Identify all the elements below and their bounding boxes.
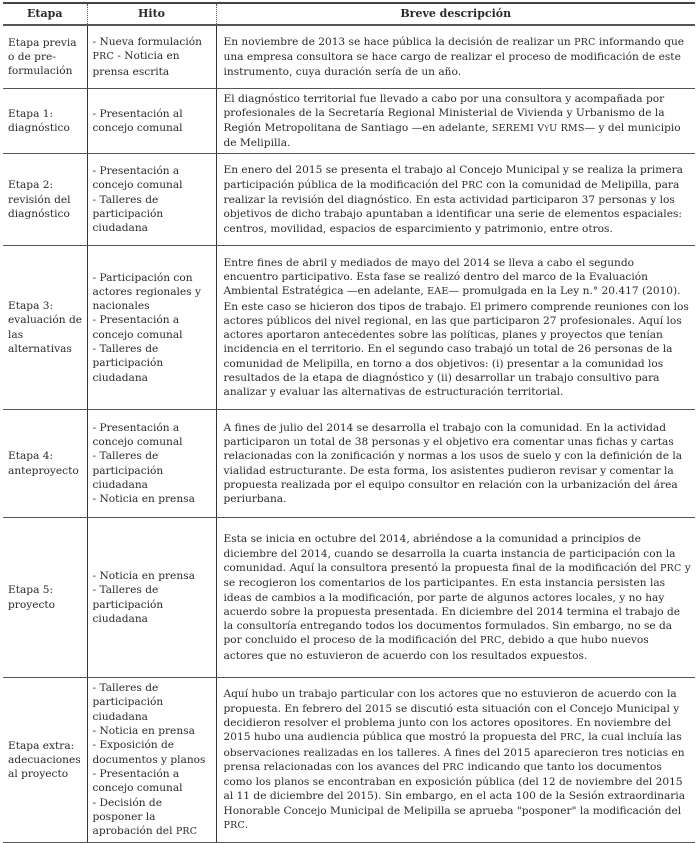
table-row [3, 410, 695, 518]
descripcion-cell: Entre fines de abril y mediados de mayo del 2014 se lleva a cabo el segundo encuentro participativo. Esta fase se realizó dentro del marco de la Evaluación Ambiental Estratégica —en adelante, EAE— promulgada en la Ley n.° 20.417 (2010). En este caso se hicieron dos tipos de trabajo. El primero comprende reuniones con los actores públicos del nivel regional, en las que participaron 27 profesionales. Aquí los actores aportaron antecedentes sobre las políticas, planes y proyectos que tenían incidencia en el territorio. En el segundo caso trabajó un total de 26 personas de la comunidad de Melipilla, en torno a dos objetivos: (i) presentar a la comunidad los resultados de la etapa de diagnóstico y (ii) desarrollar un trabajo consultivo para analizar y evaluar las alternativas de estructuración territorial. [216, 246, 695, 410]
acronym: PRC [660, 562, 682, 574]
descripcion-cell: En noviembre de 2013 se hace pública la decisión de realizar un PRC informando que una empresa consultora se hace cargo de realizar el proceso de modificación de este instrumento, cuya duración sería de un año. [216, 25, 695, 89]
descripcion-cell: El diagnóstico territorial fue llevado a cabo por una consultora y acompañada por profesionales de la Secretaría Regional Ministerial de Vivienda y Urbanismo de la Región Metropolitana de Santiago —en adelante, SEREMI VyU RMS— y del municipio de Melipilla. [216, 89, 695, 154]
acronym: EAE [427, 286, 449, 298]
hito-item: - Presentación a concejo comunal [92, 767, 183, 795]
hito-cell [87, 25, 216, 89]
hito-cell [87, 678, 216, 843]
acronym: PRC [92, 51, 114, 63]
hito-cell [87, 89, 216, 154]
hito-item: - Talleres de participación ciudadana [92, 342, 164, 384]
acronym: SEREMI VyU RMS [491, 122, 585, 134]
hito-cell [87, 518, 216, 678]
hito-item: - Talleres de participación ciudadana [92, 584, 164, 625]
acronym: PRC [461, 179, 483, 191]
hito-item: - Decisión de posponer la aprobación del PRC [92, 796, 198, 838]
hito-item: - Presentación a concejo comunal [92, 314, 183, 341]
hito-item: - Presentación al concejo comunal [92, 107, 183, 135]
header-hito: Hito [87, 3, 216, 25]
descripcion-cell: A fines de julio del 2014 se desarrolla el trabajo con la comunidad. En la actividad participaron un total de 38 personas y el objetivo era comentar unas fichas y cartas relacionadas con la zonificación y normas a los usos de suelo y con la definición de la vialidad estructurante. De esta forma, los asistentes pudieron revisar y comentar la propuesta realizada por el equipo consultor en relación con la urbanización del área periurbana. [216, 410, 695, 518]
hito-item: - Talleres de participación ciudadana [92, 450, 164, 491]
etapa-cell: Etapa 1: diagnóstico [3, 89, 87, 154]
table-row [3, 518, 695, 678]
hito-item: - Noticia en prensa [92, 493, 195, 506]
table-row [3, 246, 695, 410]
etapa-cell: Etapa 5: proyecto [3, 518, 87, 678]
etapa-cell: Etapa previa o de pre-formulación [3, 25, 87, 89]
etapa-cell: Etapa 3: evaluación de las alternativas [3, 246, 87, 410]
stages-table [3, 2, 695, 843]
table-header [3, 3, 695, 25]
descripcion-cell: En enero del 2015 se presenta el trabajo al Concejo Municipal y se realiza la primera participación pública de la modificación del PRC con la comunidad de Melipilla, para realizar la revisión del diagnóstico. En esta actividad participaron 37 personas y los objetivos de dicho trabajo apuntaban a identificar una serie de elementos espaciales: centros, movilidad, espacios de esparcimiento y patrimonio, entre otros. [216, 154, 695, 246]
hito-item: - Presentación a concejo comunal [92, 421, 183, 449]
table-row [3, 89, 695, 154]
hito-item: - Talleres de participación ciudadana [92, 682, 164, 723]
header-descripcion: Breve descripción [216, 3, 695, 25]
hito-cell [87, 246, 216, 410]
descripcion-cell: Esta se inicia en octubre del 2014, abriéndose a la comunidad a principios de diciembre del 2014, cuando se desarrolla la cuarta instancia de participación con la comunidad. Aquí la consultora presentó la propuesta final de la modificación del PRC y se recogieron los comentarios de los participantes. En esta instancia persisten las ideas de cambios a la modificación, por parte de algunos actores locales, y no hay acuerdo sobre la propuesta presentada. En diciembre del 2014 termina el trabajo de la consultoría entregando todos los documentos formulados. Sin embargo, no se da por concluido el proceso de la modificación del PRC, debido a que hubo nuevos actores que no estuvieron de acuerdo con los resultados expuestos. [216, 518, 695, 678]
acronym: PRC [480, 635, 502, 647]
acronym: PRC [223, 820, 245, 831]
hito-item: - Talleres de participación ciudadana [92, 193, 164, 235]
acronym: PRC [574, 37, 596, 49]
acronym: PRC [560, 732, 582, 744]
table-row [3, 154, 695, 246]
etapa-cell: Etapa extra: adecuaciones al proyecto [3, 678, 87, 843]
acronym: PRC [175, 826, 198, 838]
table-row [3, 25, 695, 89]
hito-item: - Presentación a concejo comunal [92, 164, 183, 192]
hito-cell [87, 154, 216, 246]
descripcion-cell: Aquí hubo un trabajo particular con los actores que no estuvieron de acuerdo con la propuesta. En febrero del 2015 se discutió esta situación con el Concejo Municipal y decidieron resolver el problema junto con los actores opositores. En noviembre del 2015 hubo una audiencia pública que mostró la propuesta del PRC, la cual incluía las observaciones realizadas en los talleres. A fines del 2015 aparecieron tres noticias en prensa relacionadas con los avances del PRC indicando que tanto los documentos como los planos se encontraban en exposición pública (del 12 de noviembre del 2015 al 11 de diciembre del 2015). Sin embargo, en el acta 100 de la Sesión extraordinaria Honorable Concejo Municipal de Melipilla se aprueba "posponer" la modificación del PRC. [216, 678, 695, 843]
etapa-cell: Etapa 4: anteproyecto [3, 410, 87, 518]
acronym: PRC [442, 761, 465, 773]
hito-item: - Nueva formulación PRC - Noticia en prensa escrita [92, 36, 202, 78]
etapa-cell: Etapa 2: revisión del diagnóstico [3, 154, 87, 246]
hito-cell [87, 410, 216, 518]
table-row [3, 678, 695, 843]
hito-item: - Participación con actores regionales y nacionales [92, 271, 201, 313]
hito-item: - Exposición de documentos y planos [92, 739, 206, 766]
header-etapa: Etapa [3, 3, 87, 25]
hito-item: - Noticia en prensa [92, 570, 195, 583]
hito-item: - Noticia en prensa [92, 725, 195, 738]
